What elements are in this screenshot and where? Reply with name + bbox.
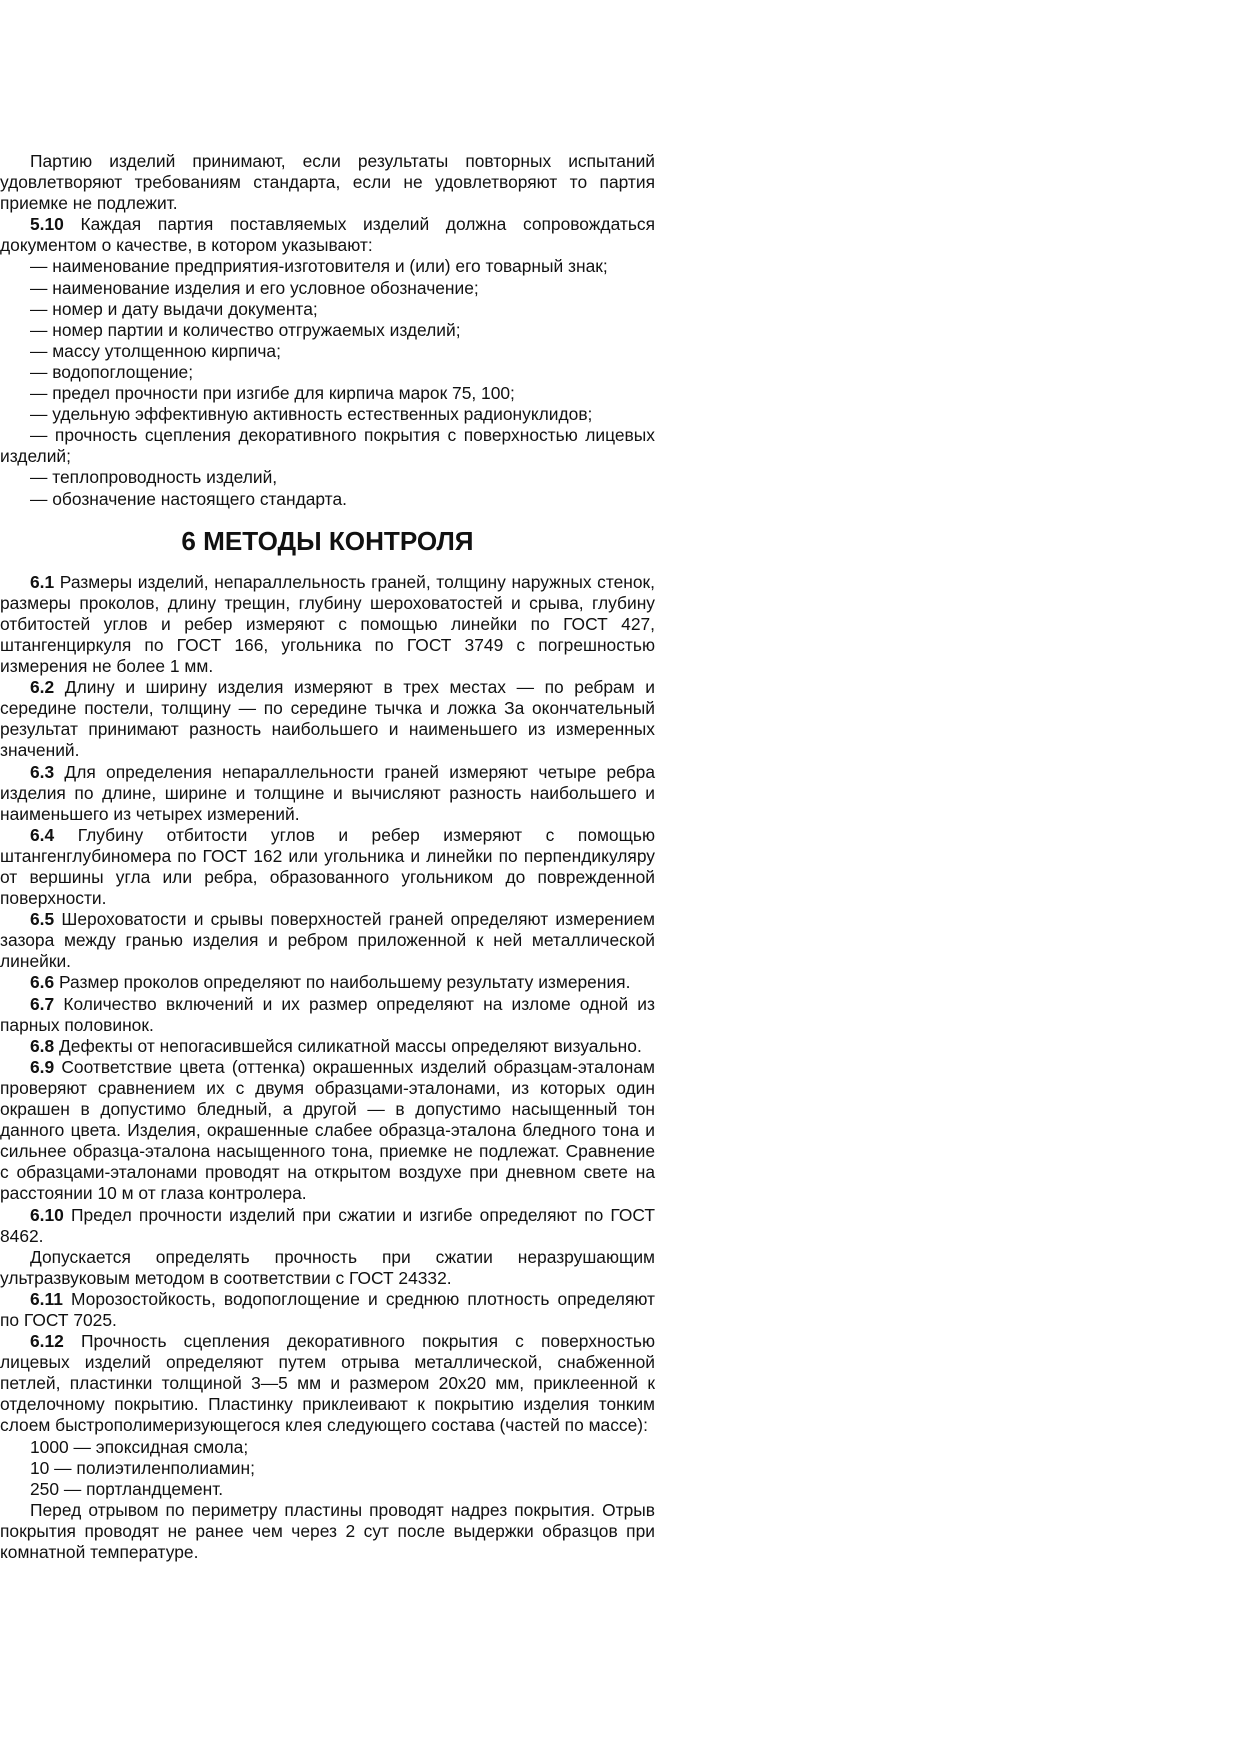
paragraph-6-10	[0, 1205, 655, 1247]
clause-text: Соответствие цвета (оттенка) окрашенных изделий образцам-эталонам проверяют сравнением их с двумя образцами-эталонами, из которых один окрашен в допустимо бледный, а другой — в допустимо насыщенный тон данного цвета. Изделия, окрашенные слабее образца-эталона бледного тона и сильнее образца-эталона насыщенного тона, приемке не подлежат. Сравнение с образцами-эталонами проводят на открытом воздухе при дневном свете на расстоянии 10 м от глаза контролера.	[0, 1056, 655, 1204]
clause-number: 6.1	[30, 571, 55, 592]
clause-text: Глубину отбитости углов и ребер измеряют с помощью штангенглубиномера по ГОСТ 162 или угольника и линейки по перпендикуляру от вершины угла или ребра, образованного угольником до поврежденной поверхности.	[0, 824, 655, 909]
clause-text: Допускается определять прочность при сжатии неразрушающим ультразвуковым методом в соответствии с ГОСТ 24332.	[0, 1246, 655, 1288]
clause-text: Шероховатости и срывы поверхностей граней определяют измерением зазора между гранью изделия и ребром приложенной к ней металлической линейки.	[0, 909, 655, 972]
clause-number: 6.5	[30, 909, 55, 930]
clause-text: 250 — портландцемент.	[30, 1478, 224, 1499]
paragraph-6-2	[0, 677, 655, 761]
clause-text: Предел прочности изделий при сжатии и изгибе определяют по ГОСТ 8462.	[0, 1204, 655, 1246]
clause-number: 6.11	[30, 1288, 63, 1309]
list-item: — предел прочности при изгибе для кирпича марок 75, 100;	[30, 383, 515, 404]
section-heading: 6 МЕТОДЫ КОНТРОЛЯ	[181, 525, 474, 556]
paragraph-6-7	[0, 994, 655, 1036]
clause-number: 6.2	[30, 677, 55, 698]
clause-number: 5.10	[30, 214, 64, 235]
paragraph-6-10-note	[0, 1247, 655, 1289]
composition-item	[0, 1458, 655, 1479]
paragraph-6-1	[0, 572, 655, 677]
clause-text: Перед отрывом по периметру пластины проводят надрез покрытия. Отрыв покрытия проводят не ранее чем через 2 сут после выдержки образцов при комнатной температуре.	[0, 1499, 655, 1562]
list-item: — обозначение настоящего стандарта.	[30, 488, 347, 509]
clause-text: Для определения непараллельности граней измеряют четыре ребра изделия по длине, ширине и толщине и вычисляют разность наибольшего и наименьшего из четырех измерений.	[0, 761, 655, 824]
list-item: — наименование изделия и его условное обозначение;	[30, 277, 479, 298]
paragraph-5-10	[0, 214, 655, 256]
clause-number: 6.4	[30, 824, 55, 845]
clause-text: Дефекты от непогасившейся силикатной массы определяют визуально.	[54, 1035, 642, 1056]
paragraph-6-5	[0, 909, 655, 972]
clause-number: 6.9	[30, 1056, 55, 1077]
list-item: — наименование предприятия-изготовителя и (или) его товарный знак;	[30, 256, 608, 277]
list-item: — номер и дату выдачи документа;	[30, 298, 318, 319]
clause-number: 6.6	[30, 972, 55, 993]
list-item: — удельную эффективную активность естественных радионуклидов;	[30, 404, 593, 425]
clause-text: Морозостойкость, водопоглощение и среднюю плотность определяют по ГОСТ 7025.	[0, 1288, 655, 1330]
clause-text: Количество включений и их размер определяют на изломе одной из парных половинок.	[0, 993, 655, 1035]
list-item: — прочность сцепления декоративного покрытия с поверхностью лицевых изделий;	[0, 425, 655, 467]
document-page	[0, 151, 655, 1563]
list-item: — теплопроводность изделий,	[30, 467, 278, 488]
composition-item	[0, 1437, 655, 1458]
clause-text: Размеры изделий, непараллельность граней, толщину наружных стенок, размеры проколов, длину трещин, глубину шероховатостей и срыва, глубину отбитостей углов и ребер измеряют с помощью линейки по ГОСТ 427, штангенциркуля по ГОСТ 166, угольника по ГОСТ 3749 с погрешностью измерения не более 1 мм.	[0, 571, 655, 677]
clause-text: Длину и ширину изделия измеряют в трех местах — по ребрам и середине постели, толщину — по середине тычка и ложка За окончательный результат принимают разность наибольшего и наименьшего из измеренных значений.	[0, 677, 655, 761]
paragraph-6-4	[0, 825, 655, 909]
clause-text: 1000 — эпоксидная смола;	[30, 1436, 249, 1457]
clause-text: 10 — полиэтиленполиамин;	[30, 1457, 255, 1478]
paragraph-6-12-procedure	[0, 1500, 655, 1563]
clause-number: 6.12	[30, 1331, 64, 1352]
paragraph-acceptance: Партию изделий принимают, если результаты повторных испытаний удовлетворяют требованиям стандарта, если не удовлетворяют то партия приемке не подлежит.	[0, 151, 655, 214]
paragraph-6-3	[0, 762, 655, 825]
paragraph-6-9	[0, 1057, 655, 1205]
clause-number: 6.8	[30, 1035, 55, 1056]
paragraph-6-6	[0, 972, 655, 993]
composition-item	[0, 1479, 655, 1500]
list-item: — номер партии и количество отгружаемых изделий;	[30, 319, 461, 340]
paragraph-6-11	[0, 1289, 655, 1331]
list-item: — массу утолщенною кирпича;	[30, 340, 281, 361]
clause-number: 6.10	[30, 1204, 64, 1225]
clause-text: Размер проколов определяют по наибольшему результату измерения.	[54, 972, 631, 993]
clause-text: Каждая партия поставляемых изделий должна сопровождаться документом о качестве, в котором указывают:	[0, 214, 655, 256]
list-item: — водопоглощение;	[30, 361, 194, 382]
clause-text: Прочность сцепления декоративного покрытия с поверхностью лицевых изделий определяют путем отрыва металлической, снабженной петлей, пластинки толщиной 3—5 мм и размером 20х20 мм, приклеенной к отделочному покрытию. Пластинку приклеивают к покрытию изделия тонким слоем быстрополимеризующегося клея следующего состава (частей по массе):	[0, 1331, 655, 1436]
clause-number: 6.3	[30, 761, 55, 782]
paragraph-6-12	[0, 1331, 655, 1436]
clause-number: 6.7	[30, 993, 55, 1014]
paragraph-6-8	[0, 1036, 655, 1057]
